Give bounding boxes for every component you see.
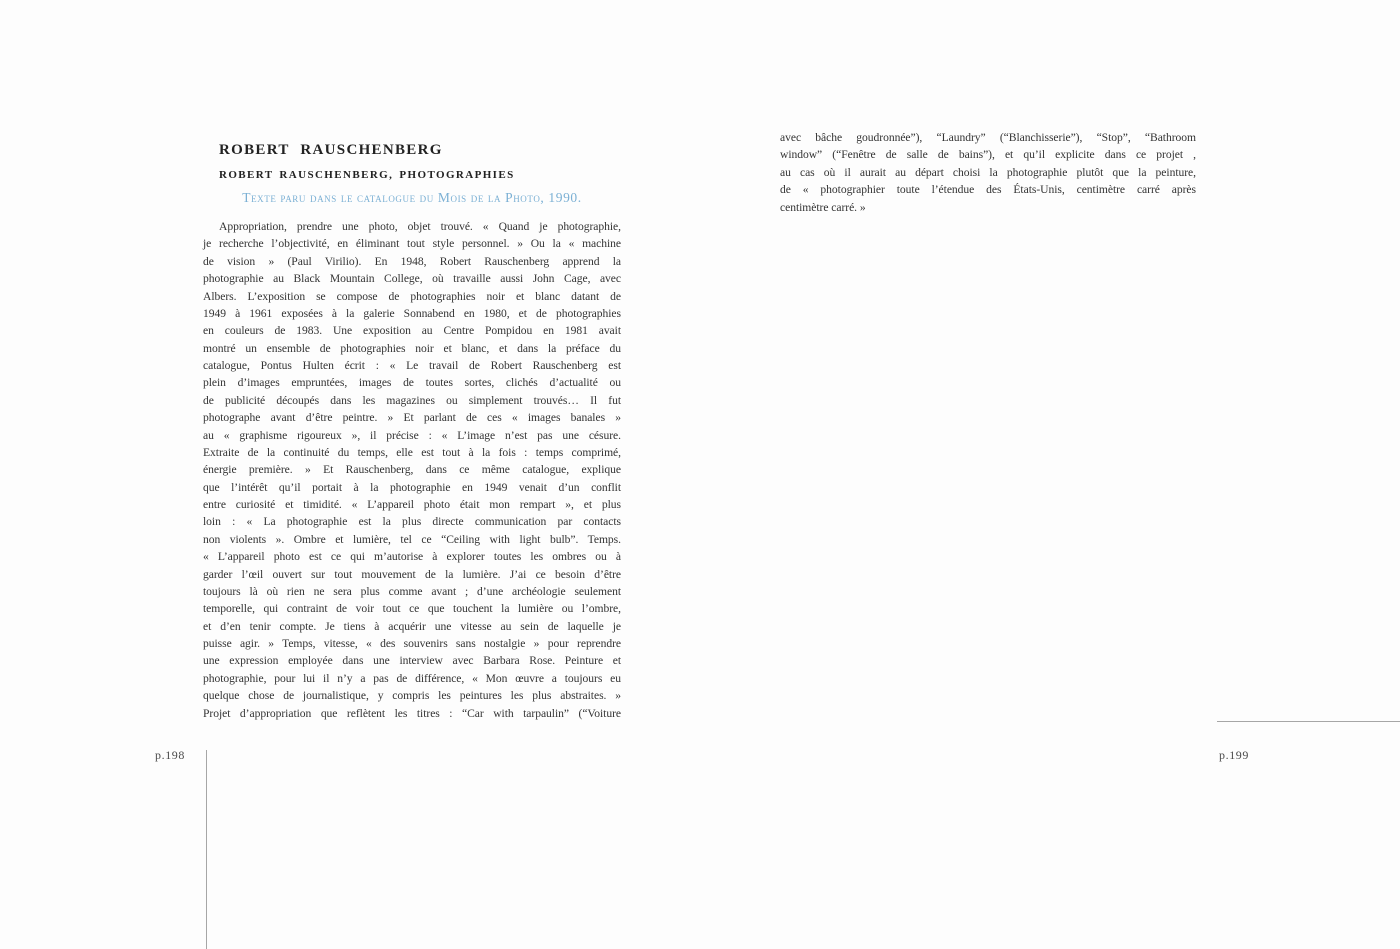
body-line: toujours là où rien ne sera plus comme avant ; d’une archéologie seulement [203,584,621,598]
body-line: temporelle, qui contraint de voir tout ce que touchent la lumière ou l’ombre, [203,602,621,616]
body-line: Extraite de la continuité du temps, elle est tout à la fois : temps comprimé, [203,445,621,459]
body-line: de publicité découpés dans les magazines ou simplement trouvés… Il fut [203,393,621,407]
body-line: « L’appareil photo est ce qui m’autorise à explorer toutes les ombres ou à [203,550,621,564]
margin-rule-horizontal [1217,721,1400,722]
body-line: 1949 à 1961 exposées à la galerie Sonnabend en 1980, et de photographies [203,306,621,320]
body-line: garder l’œil ouvert sur tout mouvement de la lumière. J’ai ce besoin d’être [203,567,621,581]
body-line: avec bâche goudronnée”), “Laundry” (“Blanchisserie”), “Stop”, “Bathroom [780,131,1196,144]
body-line: photographie au Black Mountain College, où travaille aussi John Cage, avec [203,272,621,286]
body-line: non violents ». Ombre et lumière, tel ce “Ceiling with light bulb”. Temps. [203,532,621,546]
body-line: une expression employée dans une interview avec Barbara Rose. Peinture et [203,654,621,668]
body-line: et d’en tenir compte. Je tiens à acquérir une vitesse au sein de laquelle je [203,619,621,633]
body-line: entre curiosité et timidité. « L’appareil photo était mon rempart », et plus [203,498,621,511]
body-line: au « graphisme rigoureux », il précise : « L’image n’est pas une césure. [203,428,621,442]
body-line: Projet d’appropriation que reflètent les titres : “Car with tarpaulin” (“Voiture [203,706,621,720]
page-number-left: p.198 [155,748,185,762]
body-line: plein d’images empruntées, images de toutes sortes, clichés d’actualité ou [203,376,621,390]
body-line: photographie, pour lui il n’y a pas de différence, « Mon œuvre a toujours eu [203,671,621,685]
body-line: énergie première. » Et Rauschenberg, dans ce même catalogue, explique [203,463,621,477]
body-line: catalogue, Pontus Hulten écrit : « Le travail de Robert Rauschenberg est [203,359,621,372]
body-line: en couleurs de 1983. Une exposition au Centre Pompidou en 1981 avait [203,324,621,338]
body-line: montré un ensemble de photographies noir et blanc, et dans la préface du [203,341,621,355]
body-text-left [203,218,621,722]
body-line: Appropriation, prendre une photo, objet trouvé. « Quand je photographie, [219,220,621,233]
body-line: de « photographier toute l’étendue des États-Unis, centimètre carré après [780,183,1196,197]
body-line: window” (“Fenêtre de salle de bains”), et qu’il explicite dans ce projet , [780,148,1196,162]
body-line: centimètre carré. » [780,200,866,214]
body-line: photographe avant d’être peintre. » Et parlant de ces « images banales » [203,411,621,425]
body-line: de vision » (Paul Virilio). En 1948, Robert Rauschenberg apprend la [203,254,621,268]
body-line: que l’intérêt qu’il portait à la photographie en 1949 venait d’un conflit [203,480,621,494]
body-text-right [780,129,1196,216]
page-title: ROBERT RAUSCHENBERG [219,142,443,159]
body-line: au cas où il aurait au départ choisi la photographie plutôt que la peinture, [780,165,1196,179]
body-line: puisse agir. » Temps, vitesse, « des souvenirs sans nostalgie » pour reprendre [203,637,621,650]
page-number-right: p.199 [1219,748,1249,762]
body-line: Albers. L’exposition se compose de photographies noir et blanc datant de [203,289,621,303]
fold-rule-vertical [206,750,207,949]
page-subtitle: ROBERT RAUSCHENBERG, PHOTOGRAPHIES [219,169,515,182]
catalogue-heading: Texte paru dans le catalogue du Mois de la Photo, 1990. [242,190,582,205]
body-line: je recherche l’objectivité, en éliminant tout style personnel. » Ou la « machine [203,237,621,251]
body-line: quelque chose de journalistique, y compris les peintures les plus abstraites. » [203,689,621,703]
body-line: loin : « La photographie est la plus directe communication par contacts [203,515,621,529]
